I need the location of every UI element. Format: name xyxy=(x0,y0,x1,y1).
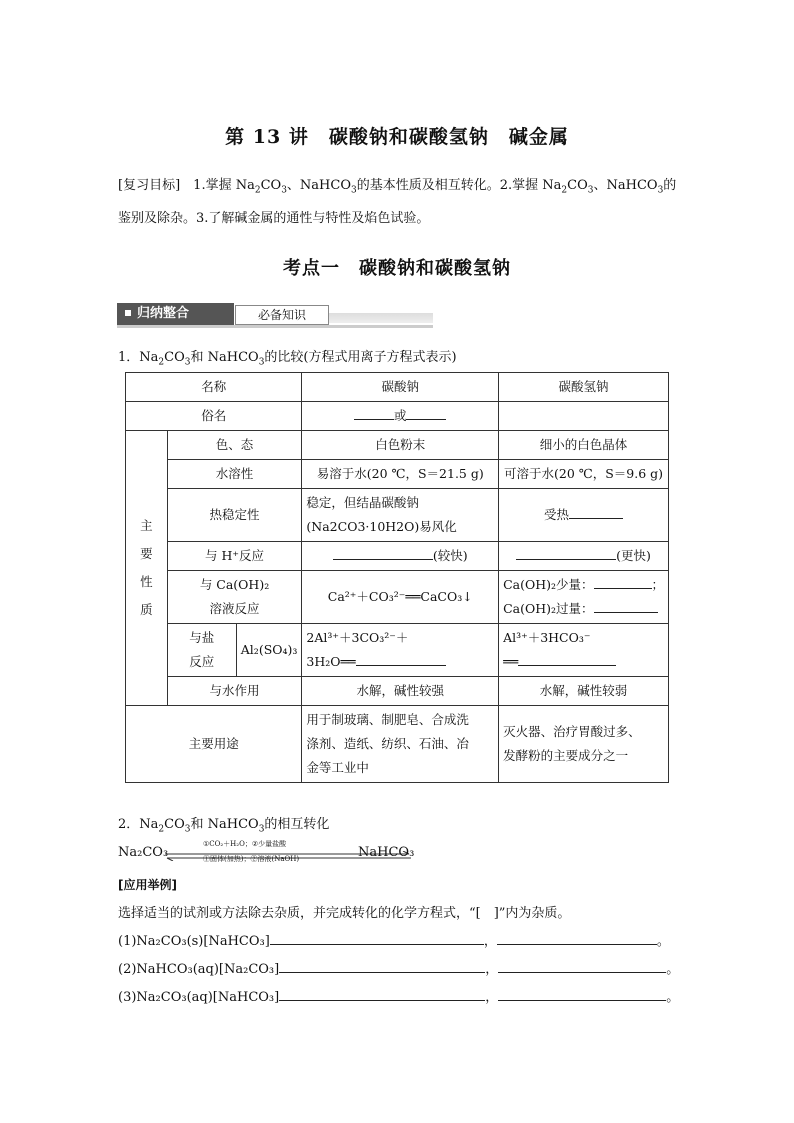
answer-line[interactable] xyxy=(279,987,485,1001)
exercise-item: (1)Na₂CO₃(s)[NaHCO₃] ， 。 xyxy=(118,930,670,949)
blank-line[interactable] xyxy=(333,545,433,560)
comparison-table xyxy=(125,372,669,783)
lecture-title: 第 13 讲 碳酸钠和碳酸氢钠 碱金属 xyxy=(225,126,569,148)
right-compound: NaHCO₃ xyxy=(358,845,415,860)
table-row: 与 H⁺反应 (较快) (更快) xyxy=(126,542,669,571)
reverse-condition: ①固体(加热)；②溶液(NaOH) xyxy=(203,855,300,863)
table-row: 热稳定性 稳定，但结晶碳酸钠 (Na2CO3·10H2O)易风化 受热 xyxy=(126,489,669,542)
table-row: 主 要 性 质 色、态 白色粉末 细小的白色晶体 xyxy=(126,431,669,460)
blank-line[interactable] xyxy=(594,598,658,613)
table-row: 与 Ca(OH)₂ 溶液反应 Ca²⁺＋CO₃²⁻══CaCO₃↓ Ca(OH)₂少量： ； Ca(OH)₂过量： xyxy=(126,571,669,624)
table-row: 主要用途 用于制玻璃、制肥皂、合成洗 涤剂、造纸、纺织、石油、冶 金等工业中 灭火器、治疗胃酸过多、 发酵粉的主要成分之一 xyxy=(126,706,669,783)
goal-tag: [复习目标] xyxy=(118,178,181,193)
table-row: 与水作用 水解，碱性较强 水解，碱性较弱 xyxy=(126,677,669,706)
blank-line[interactable] xyxy=(354,405,394,420)
answer-line[interactable] xyxy=(497,931,657,945)
blank-line[interactable] xyxy=(594,574,652,589)
application-tag: [应用举例] xyxy=(118,878,177,892)
forward-condition: ①CO₂＋H₂O；②少量盐酸 xyxy=(203,840,287,848)
application-intro: 选择适当的试剂或方法除去杂质，并完成转化的化学方程式，“[ ]”内为杂质。 xyxy=(118,906,571,921)
section-title: 考点一 碳酸钠和碳酸氢钠 xyxy=(283,258,511,279)
exercise-item: (2)NaHCO₃(aq)[Na₂CO₃] ， 。 xyxy=(118,958,679,977)
question-1-heading: 1．$Na_2CO_3$和 NaHCO$_3$的比较(方程式用离子方程式表示) xyxy=(118,350,457,368)
square-icon xyxy=(125,310,131,316)
review-goals: [复习目标] 1.掌握 $Na_2CO_3$、NaHCO$_3$的基本性质及相互转化。2.掌握 $Na_2CO_3$、NaHCO$_3$的 鉴别及除杂。3.了解碱金属的通性与特性及焰色试验。 xyxy=(118,178,677,226)
answer-line[interactable] xyxy=(498,987,666,1001)
blank-line[interactable] xyxy=(518,651,616,666)
exercise-item: (3)Na₂CO₃(aq)[NaHCO₃] ， 。 xyxy=(118,986,679,1005)
blank-line[interactable] xyxy=(569,504,623,519)
left-compound: Na₂CO₃ xyxy=(118,845,169,860)
blank-line[interactable] xyxy=(356,651,446,666)
blank-line[interactable] xyxy=(516,545,616,560)
answer-line[interactable] xyxy=(270,931,484,945)
main-props-label: 主 要 性 质 xyxy=(126,431,168,706)
table-row: 水溶性 易溶于水(20 ℃，S＝21.5 g) 可溶于水(20 ℃，S＝9.6 g) xyxy=(126,460,669,489)
answer-line[interactable] xyxy=(279,959,485,973)
conversion-equation xyxy=(118,840,418,867)
table-row: 名称 碳酸钠 碳酸氢钠 xyxy=(126,373,669,402)
table-row: 俗名 或 xyxy=(126,402,669,431)
section-banner: 归纳整合 必备知识 xyxy=(117,303,433,325)
answer-line[interactable] xyxy=(498,959,666,973)
blank-line[interactable] xyxy=(406,405,446,420)
question-2-heading: 2．$Na_2CO_3$和 NaHCO$_3$的相互转化 xyxy=(118,817,330,835)
table-row: 与盐 反应 Al₂(SO₄)₃ 2Al³⁺＋3CO₃²⁻＋ 3H₂O══ Al³⁺＋3HCO₃⁻ ══ xyxy=(126,624,669,677)
